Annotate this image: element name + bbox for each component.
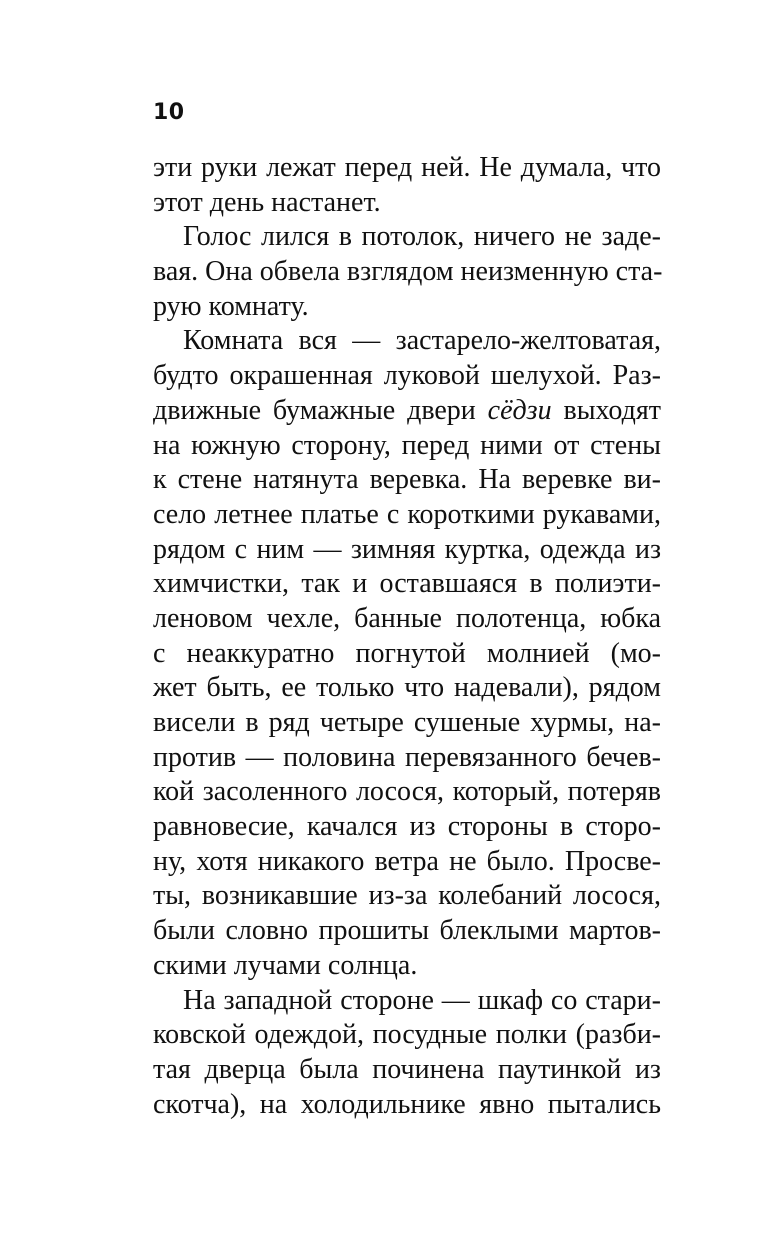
text-line: ковской одеждой, посудные полки (разби-	[153, 1019, 661, 1051]
text-line: против — половина перевязанного бечев-	[153, 741, 661, 773]
body-text	[153, 151, 661, 1122]
text-line: рую комнату.	[153, 290, 309, 322]
text-line: ты, возникавшие из-за колебаний лосося,	[153, 880, 661, 912]
text-segment: движные бумажные двери	[153, 394, 488, 426]
text-line: село летнее платье с короткими рукавами,	[153, 498, 661, 530]
text-line: эти руки лежат перед ней. Не думала, что	[153, 152, 661, 183]
text-line: ну, хотя никакого ветра не было. Просве-	[153, 845, 661, 877]
text-segment: выходят	[551, 394, 661, 426]
text-line: кой засоленного лосося, который, потеряв	[153, 776, 661, 808]
text-line: химчистки, так и оставшаяся в полиэти-	[153, 568, 661, 600]
text-line: были словно прошиты блеклыми мартов-	[153, 915, 661, 947]
text-line: к стене натянута веревка. На веревке ви-	[153, 464, 661, 496]
text-line: рядом с ним — зимняя куртка, одежда из	[153, 533, 661, 565]
text-line: этот день настанет.	[153, 186, 381, 218]
text-line: леновом чехле, банные полотенца, юбка	[153, 602, 661, 634]
text-line	[153, 394, 661, 429]
text-line: Комната вся — застарело-желтоватая,	[183, 325, 661, 357]
text-line: вая. Она обвела взглядом неизменную ста-	[153, 256, 663, 288]
text-line: На западной стороне — шкаф со стари-	[183, 984, 661, 1016]
page-number: 10	[153, 100, 185, 125]
italic-term: сёдзи	[487, 394, 552, 426]
text-line: равновесие, качался из стороны в сторо-	[153, 811, 661, 843]
text-line: с неаккуратно погнутой молнией (мо-	[153, 637, 661, 669]
text-line: скотча), на холодильнике явно пытались	[153, 1088, 661, 1120]
text-line: жет быть, ее только что надевали), рядом	[153, 672, 661, 704]
text-line: будто окрашенная луковой шелухой. Раз-	[153, 360, 661, 392]
text-line: Голос лился в потолок, ничего не заде-	[183, 221, 661, 253]
text-line: висели в ряд четыре сушеные хурмы, на-	[153, 707, 661, 738]
text-line: на южную сторону, перед ними от стены	[153, 429, 661, 461]
text-line: тая дверца была починена паутинкой из	[153, 1053, 661, 1085]
text-line: скими лучами солнца.	[153, 949, 418, 981]
